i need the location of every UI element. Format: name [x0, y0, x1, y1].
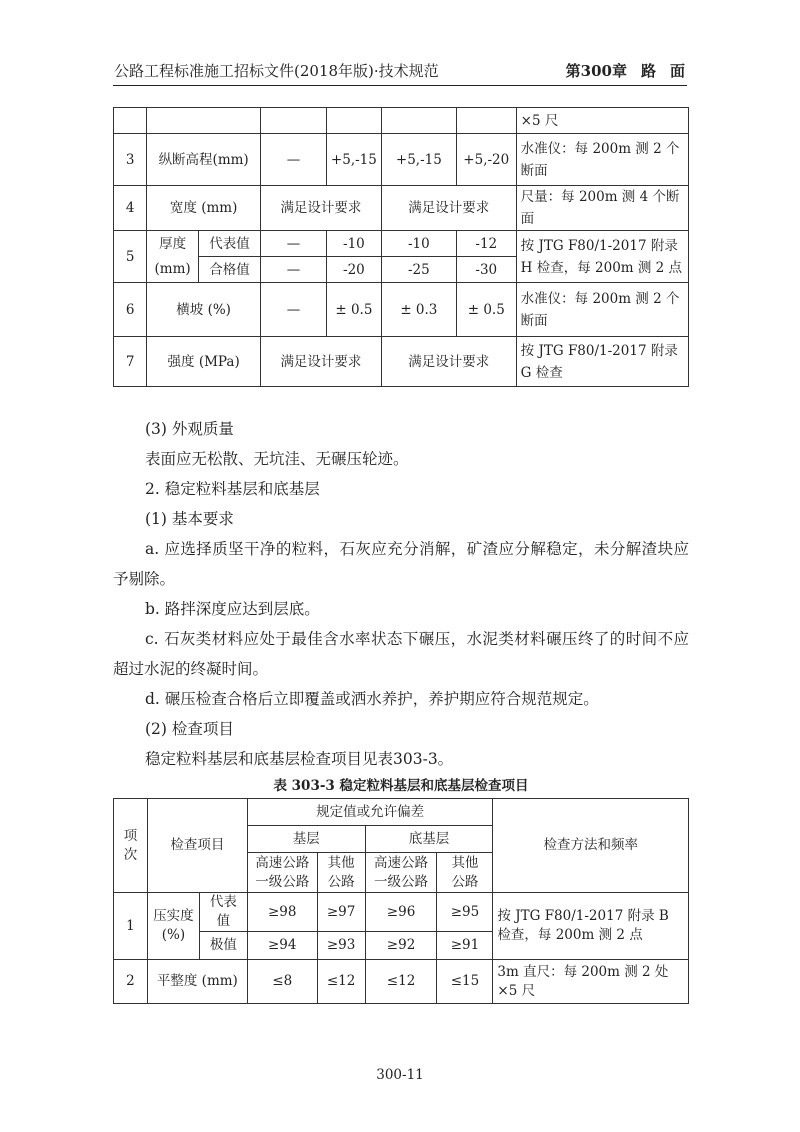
chapter-title-b: 面	[669, 62, 685, 80]
table-row: (mm) 合格值 — -20 -25 -30	[114, 257, 689, 283]
row-number: 1	[114, 893, 148, 960]
item-cell: 强度 (MPa)	[147, 337, 261, 387]
col-header: 规定值或允许偏差	[247, 799, 493, 826]
col-header: 项次	[114, 799, 148, 893]
table-row	[114, 108, 689, 134]
inspection-table-303-3	[113, 798, 689, 1004]
row-number: 2	[114, 960, 148, 1004]
paragraph: 表面应无松散、无坑洼、无碾压轮迹。	[145, 450, 409, 468]
row-number: 6	[114, 283, 147, 337]
table-header-row	[114, 799, 689, 826]
page-number: 300-11	[376, 1067, 424, 1083]
method-cell: 按 JTG F80/1-2017 附录 G 检查	[516, 337, 688, 387]
col-header: 其他 公路	[437, 853, 493, 893]
table-row: 2 平整度 (mm) ≤8 ≤12 ≤12 ≤15 3m 直尺：每 200m 测 2 处×5 尺	[114, 960, 689, 1004]
item-cell: 厚度	[147, 231, 199, 257]
paragraph: (2) 检查项目	[145, 720, 234, 738]
paragraph: c. 石灰类材料应处于最佳含水率状态下碾压，水泥类材料碾压终了的时间不应超过水泥的终凝时间。	[113, 630, 689, 678]
inspection-table-continued	[113, 107, 689, 387]
chapter-title-a: 路	[640, 62, 656, 80]
item-cell: 宽度 (mm)	[147, 186, 261, 231]
method-cell: 按 JTG F80/1-2017 附录 B 检查，每 200m 测 2 点	[493, 893, 689, 960]
col-header: 基层	[247, 826, 365, 853]
col-header: 高速公路 一级公路	[365, 853, 437, 893]
item-cell: 纵断高程(mm)	[147, 134, 261, 186]
col-header: 其他 公路	[317, 853, 365, 893]
item-cell: (mm)	[147, 257, 199, 283]
col-header: 检查方法和频率	[493, 799, 689, 893]
item-cell: 平整度 (mm)	[147, 960, 247, 1004]
table-row: 5 厚度 代表值 — -10 -10 -12 按 JTG F80/1-2017 附录 H 检查，每 200m 测 2 点	[114, 231, 689, 257]
row-number: 5	[114, 231, 147, 283]
chapter-number: 第300章	[565, 62, 627, 80]
col-header: 底基层	[365, 826, 493, 853]
col-header: 高速公路 一级公路	[247, 853, 317, 893]
method-cell: 3m 直尺：每 200m 测 2 处×5 尺	[493, 960, 689, 1004]
table-row: 1 压实度 (%) 代表值 ≥98 ≥97 ≥96 ≥95 按 JTG F80/1-2017 附录 B 检查，每 200m 测 2 点	[114, 893, 689, 932]
row-number: 3	[114, 134, 147, 186]
method-cell: 水准仪：每 200m 测 2 个断面	[516, 134, 688, 186]
table-row: 7 强度 (MPa) 满足设计要求 满足设计要求 按 JTG F80/1-2017 附录 G 检查	[114, 337, 689, 387]
header-rule	[113, 85, 687, 86]
paragraph: b. 路拌深度应达到层底。	[145, 600, 320, 618]
item-cell: 压实度 (%)	[147, 893, 199, 960]
method-cell: ×5 尺	[516, 108, 688, 134]
item-cell: 横坡 (%)	[147, 283, 261, 337]
method-cell: 尺量：每 200m 测 4 个断面	[516, 186, 688, 231]
col-header: 检查项目	[147, 799, 247, 893]
row-number: 4	[114, 186, 147, 231]
paragraph: 稳定粒料基层和底基层检查项目见表303-3。	[145, 750, 454, 768]
section-heading: 2. 稳定粒料基层和底基层	[145, 480, 320, 498]
paragraph: (3) 外观质量	[145, 420, 234, 438]
paragraph: d. 碾压检查合格后立即覆盖或洒水养护，养护期应符合规范规定。	[145, 690, 599, 708]
table-row: 极值 ≥94 ≥93 ≥92 ≥91	[114, 932, 689, 960]
row-number: 7	[114, 337, 147, 387]
method-cell: 水准仪：每 200m 测 2 个断面	[516, 283, 688, 337]
page-header-title: 公路工程标准施工招标文件(2018年版)·技术规范	[114, 62, 439, 80]
table-row: 4 宽度 (mm) 满足设计要求 满足设计要求 尺量：每 200m 测 4 个断面	[114, 186, 689, 231]
body-text	[113, 414, 689, 774]
paragraph: a. 应选择质坚干净的粒料，石灰应充分消解，矿渣应分解稳定，未分解渣块应予剔除。	[113, 540, 689, 588]
page-header-chapter	[566, 60, 685, 81]
table-row: 6 横坡 (%) — ± 0.5 ± 0.3 ± 0.5 水准仪：每 200m 测 2 个断面	[114, 283, 689, 337]
method-cell: 按 JTG F80/1-2017 附录 H 检查，每 200m 测 2 点	[516, 231, 688, 283]
table-caption: 表 303-3 稳定粒料基层和底基层检查项目	[273, 778, 529, 794]
table-row: 3 纵断高程(mm) — +5,-15 +5,-15 +5,-20 水准仪：每 200m 测 2 个断面	[114, 134, 689, 186]
paragraph: (1) 基本要求	[145, 510, 234, 528]
